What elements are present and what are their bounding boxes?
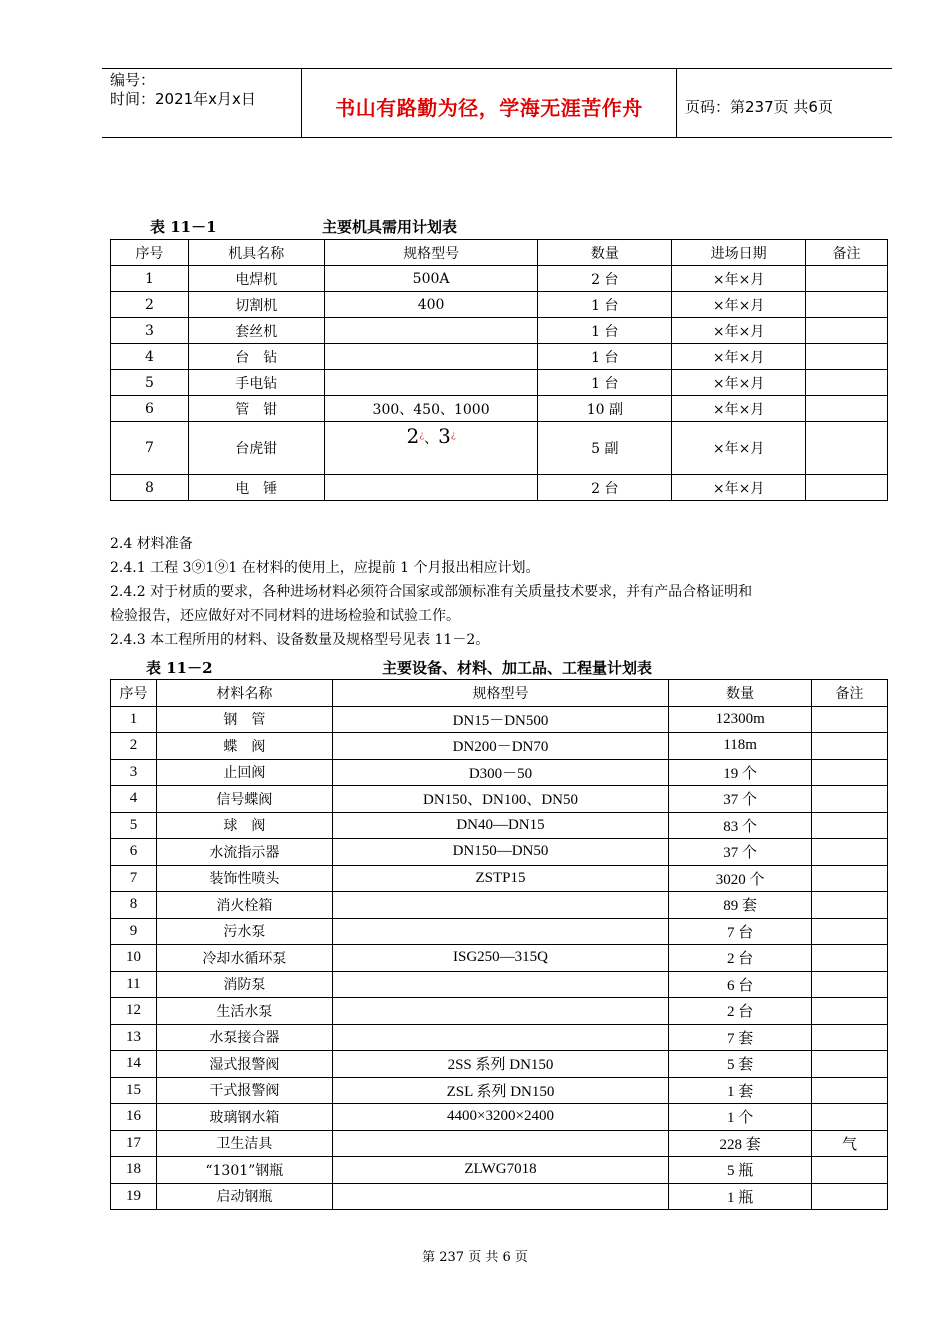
cell-material-name: 污水泵 xyxy=(156,918,332,945)
cell-seq: 8 xyxy=(111,475,189,501)
cell-material-name: 生活水泵 xyxy=(156,998,332,1025)
table-row xyxy=(111,759,888,786)
cell-material-name: “1301”钢瓶 xyxy=(156,1157,332,1184)
cell-spec: 2SS 系列 DN150 xyxy=(332,1051,669,1078)
cell-spec xyxy=(324,318,538,344)
table-row xyxy=(111,812,888,839)
column-header-seq: 序号 xyxy=(111,240,189,266)
cell-quantity: 7 台 xyxy=(669,918,812,945)
column-header-material-name: 材料名称 xyxy=(156,680,332,707)
cell-spec xyxy=(332,971,669,998)
cell-seq: 1 xyxy=(111,266,189,292)
time-label: 时间：2021年x月x日 xyxy=(110,90,256,108)
paragraph-2-4-2-line2: 检验报告，还应做好对不同材料的进场检验和试验工作。 xyxy=(110,608,460,624)
column-header-entry-date: 进场日期 xyxy=(672,240,806,266)
column-header-remark: 备注 xyxy=(812,680,888,707)
table-row xyxy=(111,1183,888,1210)
table1-caption-no: 表 11－1 xyxy=(150,218,217,236)
cell-quantity: 5 瓶 xyxy=(669,1157,812,1184)
cell-remark xyxy=(812,945,888,972)
cell-remark xyxy=(806,344,888,370)
cell-seq: 7 xyxy=(111,422,189,475)
table-row xyxy=(111,266,888,292)
cell-remark xyxy=(812,998,888,1025)
cell-material-name: 湿式报警阀 xyxy=(156,1051,332,1078)
cell-spec xyxy=(332,1183,669,1210)
table-row xyxy=(111,892,888,919)
cell-spec: DN200－DN70 xyxy=(332,733,669,760)
table-row xyxy=(111,1077,888,1104)
cell-seq: 5 xyxy=(111,812,157,839)
cell-spec xyxy=(332,892,669,919)
cell-remark xyxy=(812,786,888,813)
cell-remark xyxy=(806,370,888,396)
header-page-label: 页码：第237页 共6页 xyxy=(685,97,833,116)
cell-remark xyxy=(812,971,888,998)
table-row xyxy=(111,344,888,370)
cell-spec: ZSTP15 xyxy=(332,865,669,892)
cell-spec: 500A xyxy=(324,266,538,292)
cell-material-name: 干式报警阀 xyxy=(156,1077,332,1104)
table-row xyxy=(111,318,888,344)
paragraph-2-4-2-line1: 2.4.2 对于材质的要求，各种进场材料必须符合国家或部颁标准有关质量技术要求，并有产品合格证明和 xyxy=(110,584,753,600)
cell-seq: 6 xyxy=(111,396,189,422)
cell-material-name: 卫生洁具 xyxy=(156,1130,332,1157)
cell-spec: DN150—DN50 xyxy=(332,839,669,866)
cell-quantity: 1 台 xyxy=(538,370,672,396)
cell-spec: ZSL 系列 DN150 xyxy=(332,1077,669,1104)
header-motto: 书山有路勤为径，学海无涯苦作舟 xyxy=(302,69,677,137)
spec-fragment: ¿ xyxy=(419,430,425,441)
column-header-remark: 备注 xyxy=(806,240,888,266)
column-header-tool-name: 机具名称 xyxy=(188,240,324,266)
cell-quantity: 12300m xyxy=(669,706,812,733)
cell-quantity: 1 台 xyxy=(538,344,672,370)
cell-seq: 13 xyxy=(111,1024,157,1051)
cell-remark xyxy=(812,812,888,839)
cell-spec: DN150、DN100、DN50 xyxy=(332,786,669,813)
column-header-spec: 规格型号 xyxy=(324,240,538,266)
cell-seq: 19 xyxy=(111,1183,157,1210)
cell-remark xyxy=(806,266,888,292)
cell-material-name: 冷却水循环泵 xyxy=(156,945,332,972)
cell-remark xyxy=(812,1104,888,1131)
cell-seq: 2 xyxy=(111,733,157,760)
cell-spec: DN40—DN15 xyxy=(332,812,669,839)
cell-remark xyxy=(812,759,888,786)
cell-spec: 400 xyxy=(324,292,538,318)
table-materials-plan xyxy=(110,679,888,1210)
table-row xyxy=(111,1051,888,1078)
table-row xyxy=(111,1130,888,1157)
cell-spec xyxy=(332,1024,669,1051)
spec-fragment: ¿ xyxy=(450,430,456,441)
cell-seq: 4 xyxy=(111,786,157,813)
page-footer: 第 237 页 共 6 页 xyxy=(422,1250,528,1265)
cell-quantity: 3020 个 xyxy=(669,865,812,892)
cell-quantity: 83 个 xyxy=(669,812,812,839)
cell-remark xyxy=(812,706,888,733)
cell-material-name: 装饰性喷头 xyxy=(156,865,332,892)
cell-quantity: 228 套 xyxy=(669,1130,812,1157)
table-row xyxy=(111,292,888,318)
cell-remark xyxy=(812,918,888,945)
cell-seq: 7 xyxy=(111,865,157,892)
cell-seq: 10 xyxy=(111,945,157,972)
paragraph-2-4-3: 2.4.3 本工程所用的材料、设备数量及规格型号见表 11－2。 xyxy=(110,632,490,648)
cell-material-name: 水流指示器 xyxy=(156,839,332,866)
cell-tool-name: 台虎钳 xyxy=(188,422,324,475)
cell-remark xyxy=(812,839,888,866)
table-row xyxy=(111,865,888,892)
table-row xyxy=(111,706,888,733)
cell-seq: 5 xyxy=(111,370,189,396)
cell-quantity: 1 台 xyxy=(538,292,672,318)
serial-label: 编号： xyxy=(110,71,156,89)
cell-quantity: 1 个 xyxy=(669,1104,812,1131)
cell-remark: 气 xyxy=(812,1130,888,1157)
cell-quantity: 1 台 xyxy=(538,318,672,344)
cell-spec: 300、450、1000 xyxy=(324,396,538,422)
cell-remark xyxy=(806,422,888,475)
cell-quantity: 37 个 xyxy=(669,839,812,866)
cell-seq: 3 xyxy=(111,318,189,344)
cell-spec: 4400×3200×2400 xyxy=(332,1104,669,1131)
cell-tool-name: 电焊机 xyxy=(188,266,324,292)
column-header-seq: 序号 xyxy=(111,680,157,707)
table-row xyxy=(111,839,888,866)
paragraph-2-4-1: 2.4.1 工程 3⑨1⑨1 在材料的使用上，应提前 1 个月报出相应计划。 xyxy=(110,560,540,576)
cell-remark xyxy=(812,1077,888,1104)
cell-quantity: 2 台 xyxy=(538,266,672,292)
cell-quantity: 1 套 xyxy=(669,1077,812,1104)
cell-seq: 8 xyxy=(111,892,157,919)
spec-fragment: 、 xyxy=(424,431,439,447)
cell-entry-date: ×年×月 xyxy=(672,475,806,501)
cell-entry-date: ×年×月 xyxy=(672,344,806,370)
cell-quantity: 5 副 xyxy=(538,422,672,475)
cell-quantity: 6 台 xyxy=(669,971,812,998)
table-row xyxy=(111,786,888,813)
cell-seq: 11 xyxy=(111,971,157,998)
cell-spec xyxy=(324,475,538,501)
header-meta xyxy=(102,69,302,137)
cell-entry-date: ×年×月 xyxy=(672,266,806,292)
column-header-quantity: 数量 xyxy=(669,680,812,707)
column-header-spec: 规格型号 xyxy=(332,680,669,707)
cell-spec xyxy=(324,422,538,475)
cell-seq: 9 xyxy=(111,918,157,945)
table-row xyxy=(111,971,888,998)
table-row xyxy=(111,1157,888,1184)
cell-seq: 3 xyxy=(111,759,157,786)
cell-spec: ISG250—315Q xyxy=(332,945,669,972)
cell-remark xyxy=(806,292,888,318)
table-row xyxy=(111,1104,888,1131)
table-row xyxy=(111,733,888,760)
cell-quantity: 2 台 xyxy=(669,998,812,1025)
table-header-row xyxy=(111,680,888,707)
cell-quantity: 7 套 xyxy=(669,1024,812,1051)
cell-seq: 16 xyxy=(111,1104,157,1131)
cell-seq: 6 xyxy=(111,839,157,866)
section-title: 2.4 材料准备 xyxy=(110,536,193,552)
cell-seq: 18 xyxy=(111,1157,157,1184)
cell-seq: 15 xyxy=(111,1077,157,1104)
cell-material-name: 启动钢瓶 xyxy=(156,1183,332,1210)
cell-spec xyxy=(332,918,669,945)
table1-caption-title: 主要机具需用计划表 xyxy=(322,218,458,236)
cell-material-name: 钢 管 xyxy=(156,706,332,733)
cell-material-name: 消防泵 xyxy=(156,971,332,998)
cell-remark xyxy=(812,865,888,892)
cell-tool-name: 管 钳 xyxy=(188,396,324,422)
cell-material-name: 蝶 阀 xyxy=(156,733,332,760)
cell-spec: DN15－DN500 xyxy=(332,706,669,733)
table-equipment-plan xyxy=(110,239,888,501)
table2-caption-no: 表 11－2 xyxy=(146,659,213,677)
cell-material-name: 水泵接合器 xyxy=(156,1024,332,1051)
table-row xyxy=(111,918,888,945)
cell-entry-date: ×年×月 xyxy=(672,292,806,318)
table-row xyxy=(111,1024,888,1051)
cell-tool-name: 套丝机 xyxy=(188,318,324,344)
cell-spec xyxy=(324,344,538,370)
table-row xyxy=(111,396,888,422)
table-row xyxy=(111,998,888,1025)
cell-spec xyxy=(332,1130,669,1157)
cell-entry-date: ×年×月 xyxy=(672,422,806,475)
cell-remark xyxy=(812,1157,888,1184)
cell-seq: 14 xyxy=(111,1051,157,1078)
cell-tool-name: 台 钻 xyxy=(188,344,324,370)
cell-spec: ZLWG7018 xyxy=(332,1157,669,1184)
cell-material-name: 消火栓箱 xyxy=(156,892,332,919)
spec-fragment: 2 xyxy=(406,424,420,448)
cell-remark xyxy=(806,475,888,501)
cell-seq: 17 xyxy=(111,1130,157,1157)
column-header-quantity: 数量 xyxy=(538,240,672,266)
spec-fragment: 3 xyxy=(438,424,451,448)
cell-quantity: 37 个 xyxy=(669,786,812,813)
cell-spec xyxy=(324,370,538,396)
table-row xyxy=(111,370,888,396)
cell-remark xyxy=(812,892,888,919)
page-header xyxy=(102,68,892,138)
cell-seq: 2 xyxy=(111,292,189,318)
cell-material-name: 止回阀 xyxy=(156,759,332,786)
cell-entry-date: ×年×月 xyxy=(672,396,806,422)
cell-quantity: 2 台 xyxy=(669,945,812,972)
table2-caption-title: 主要设备、材料、加工品、工程量计划表 xyxy=(382,659,653,677)
cell-quantity: 5 套 xyxy=(669,1051,812,1078)
cell-tool-name: 手电钻 xyxy=(188,370,324,396)
cell-spec: D300－50 xyxy=(332,759,669,786)
cell-spec xyxy=(332,998,669,1025)
cell-quantity: 19 个 xyxy=(669,759,812,786)
cell-entry-date: ×年×月 xyxy=(672,318,806,344)
cell-quantity: 10 副 xyxy=(538,396,672,422)
table-row xyxy=(111,422,888,475)
cell-seq: 4 xyxy=(111,344,189,370)
cell-remark xyxy=(812,1024,888,1051)
cell-quantity: 1 瓶 xyxy=(669,1183,812,1210)
cell-quantity: 118m xyxy=(669,733,812,760)
cell-quantity: 89 套 xyxy=(669,892,812,919)
cell-tool-name: 电 锤 xyxy=(188,475,324,501)
cell-seq: 12 xyxy=(111,998,157,1025)
table-row xyxy=(111,945,888,972)
table-header-row xyxy=(111,240,888,266)
cell-material-name: 信号蝶阀 xyxy=(156,786,332,813)
cell-remark xyxy=(806,318,888,344)
cell-remark xyxy=(812,733,888,760)
cell-remark xyxy=(812,1183,888,1210)
table-row xyxy=(111,475,888,501)
cell-quantity: 2 台 xyxy=(538,475,672,501)
cell-material-name: 玻璃钢水箱 xyxy=(156,1104,332,1131)
cell-entry-date: ×年×月 xyxy=(672,370,806,396)
cell-seq: 1 xyxy=(111,706,157,733)
cell-tool-name: 切割机 xyxy=(188,292,324,318)
cell-remark xyxy=(812,1051,888,1078)
cell-remark xyxy=(806,396,888,422)
cell-material-name: 球 阀 xyxy=(156,812,332,839)
